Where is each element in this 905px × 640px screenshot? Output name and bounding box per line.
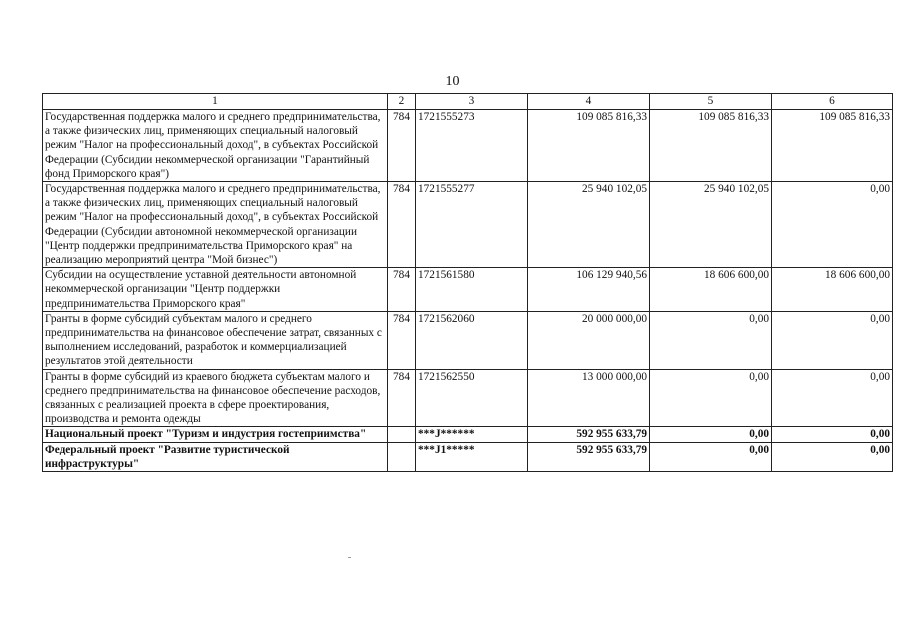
row-amount-6: 109 085 816,33	[772, 110, 893, 182]
row-amount-4: 13 000 000,00	[528, 369, 650, 427]
table-header	[43, 94, 893, 110]
row-name: Субсидии на осуществление уставной деятельности автономной некоммерческой организации "Центр поддержки предпринимательства Приморского края"	[43, 268, 388, 312]
row-amount-6: 18 606 600,00	[772, 268, 893, 312]
scan-artifact	[348, 557, 351, 558]
row-name: Федеральный проект "Развитие туристической инфраструктуры"	[43, 442, 388, 471]
row-target-code: 1721561580	[416, 268, 528, 312]
row-target-code: 1721562060	[416, 311, 528, 369]
row-code	[388, 442, 416, 471]
row-amount-4: 106 129 940,56	[528, 268, 650, 312]
header-col-4: 4	[528, 94, 650, 110]
row-name: Государственная поддержка малого и среднего предпринимательства, а также физических лиц, применяющих специальный налоговый режим "Налог на профессиональный доход", в субъектах Российской Федерации (Субсидии некоммерческой организации "Гарантийный фонд Приморского края")	[43, 110, 388, 182]
row-target-code: 1721555277	[416, 182, 528, 268]
header-col-2: 2	[388, 94, 416, 110]
row-amount-5: 0,00	[650, 369, 772, 427]
row-amount-4: 109 085 816,33	[528, 110, 650, 182]
row-amount-6: 0,00	[772, 442, 893, 471]
row-amount-5: 0,00	[650, 311, 772, 369]
row-amount-6: 0,00	[772, 182, 893, 268]
row-amount-6: 0,00	[772, 427, 893, 442]
table-row	[43, 369, 893, 427]
header-row	[43, 94, 893, 110]
row-amount-5: 109 085 816,33	[650, 110, 772, 182]
table-body	[43, 110, 893, 472]
table-row	[43, 427, 893, 442]
table-row	[43, 110, 893, 182]
row-name: Национальный проект "Туризм и индустрия гостеприимства"	[43, 427, 388, 442]
row-amount-5: 0,00	[650, 427, 772, 442]
row-code: 784	[388, 268, 416, 312]
row-target-code: 1721562550	[416, 369, 528, 427]
table-row	[43, 311, 893, 369]
page-number: 10	[445, 74, 460, 89]
row-target-code: 1721555273	[416, 110, 528, 182]
row-amount-6: 0,00	[772, 369, 893, 427]
table-row	[43, 268, 893, 312]
row-amount-4: 592 955 633,79	[528, 427, 650, 442]
header-col-3: 3	[416, 94, 528, 110]
row-amount-5: 25 940 102,05	[650, 182, 772, 268]
table-row	[43, 442, 893, 471]
header-col-1: 1	[43, 94, 388, 110]
row-code: 784	[388, 369, 416, 427]
row-code: 784	[388, 110, 416, 182]
row-code: 784	[388, 311, 416, 369]
row-amount-5: 18 606 600,00	[650, 268, 772, 312]
row-code: 784	[388, 182, 416, 268]
header-col-5: 5	[650, 94, 772, 110]
row-name: Гранты в форме субсидий из краевого бюджета субъектам малого и среднего предпринимательства на финансовое обеспечение расходов, связанных с реализацией проекта в сфере проектирования, производства и ремонта одежды	[43, 369, 388, 427]
row-amount-4: 20 000 000,00	[528, 311, 650, 369]
budget-table	[42, 93, 893, 472]
row-amount-4: 592 955 633,79	[528, 442, 650, 471]
row-target-code: ***J1*****	[416, 442, 528, 471]
row-amount-4: 25 940 102,05	[528, 182, 650, 268]
table-row	[43, 182, 893, 268]
header-col-6: 6	[772, 94, 893, 110]
row-target-code: ***J******	[416, 427, 528, 442]
row-amount-6: 0,00	[772, 311, 893, 369]
row-code	[388, 427, 416, 442]
row-amount-5: 0,00	[650, 442, 772, 471]
row-name: Государственная поддержка малого и среднего предпринимательства, а также физических лиц, применяющих специальный налоговый режим "Налог на профессиональный доход", в субъектах Российской Федерации (Субсидии автономной некоммерческой организации "Центр поддержки предпринимательства Приморского края" на реализацию мероприятий центра "Мой бизнес")	[43, 182, 388, 268]
row-name: Гранты в форме субсидий субъектам малого и среднего предпринимательства на финансовое обеспечение затрат, связанных с выполнением исследований, разработок и коммерциализацией результатов этой деятельности	[43, 311, 388, 369]
